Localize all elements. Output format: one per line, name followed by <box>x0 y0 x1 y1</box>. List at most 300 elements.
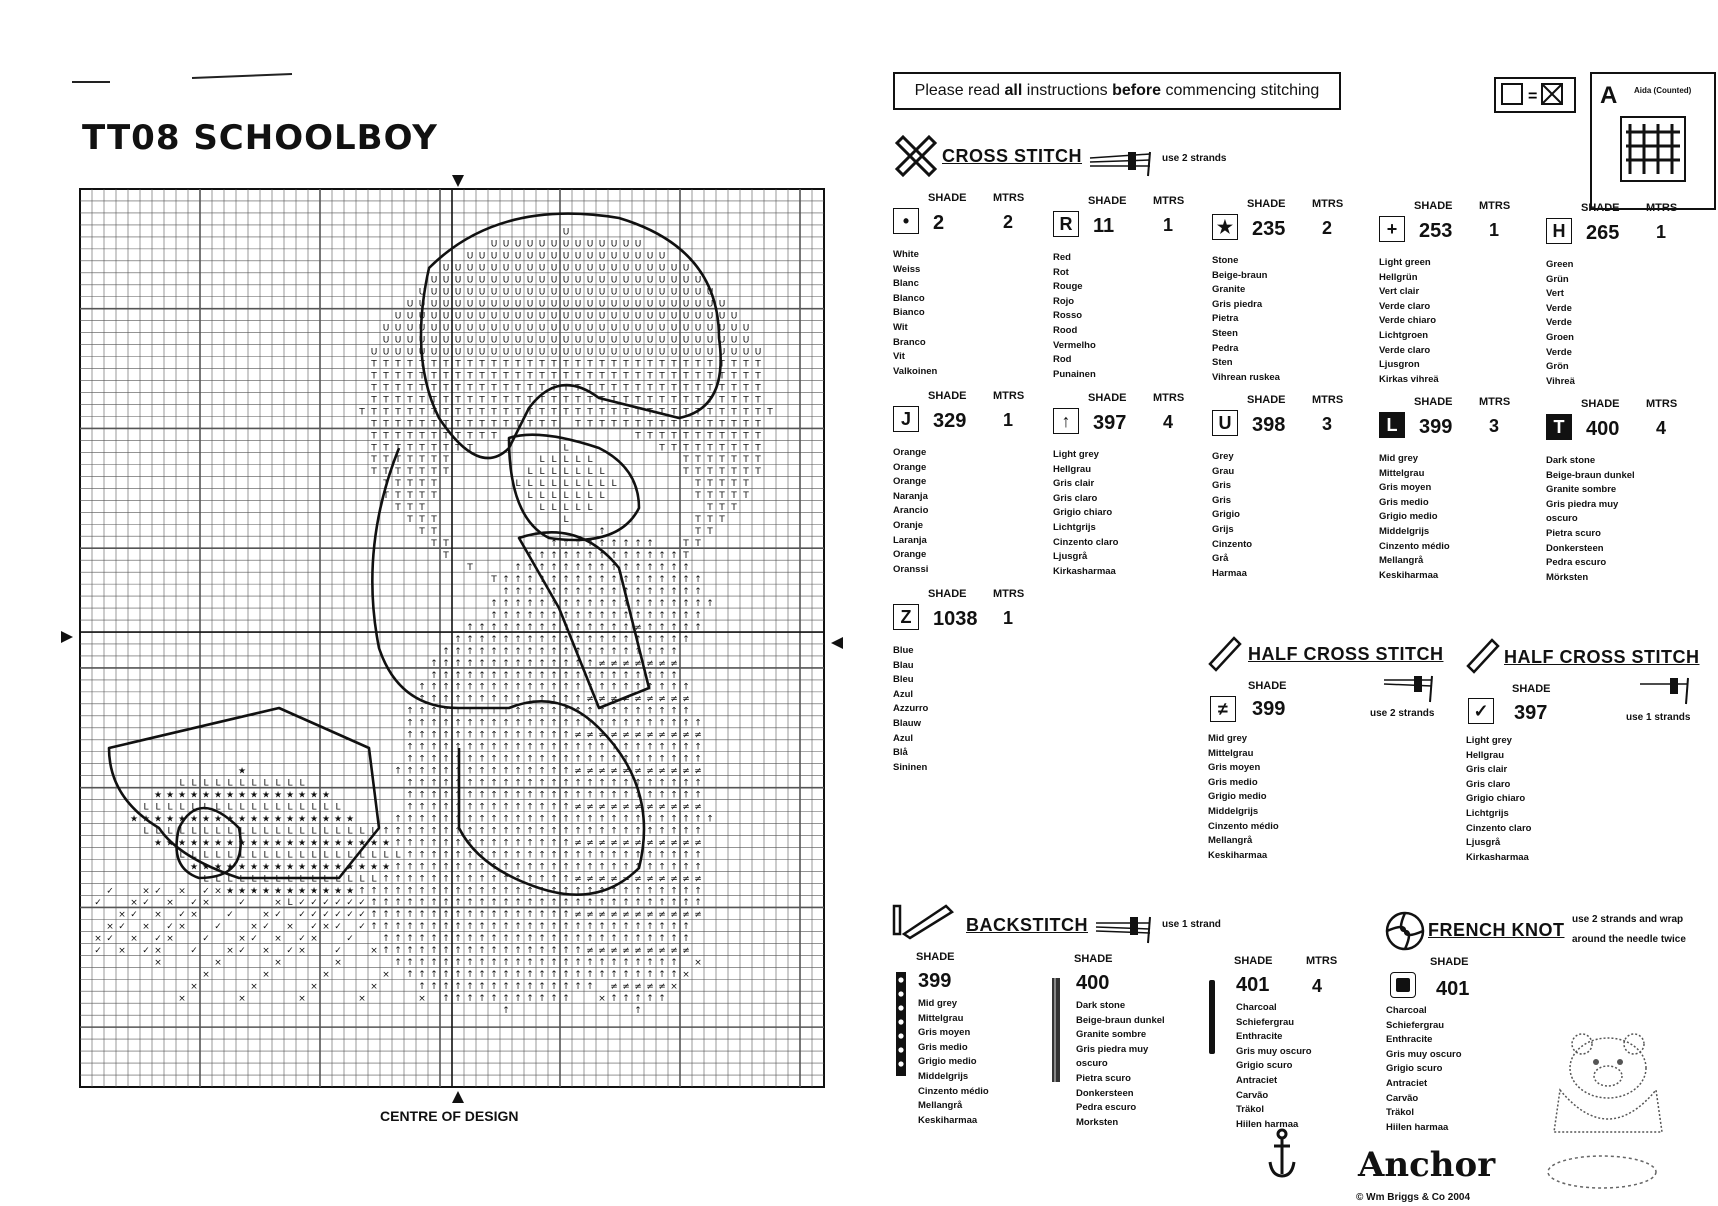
svg-text:L: L <box>371 850 377 861</box>
svg-text:↑: ↑ <box>550 826 558 837</box>
svg-text:L: L <box>203 874 209 885</box>
svg-text:↑: ↑ <box>538 970 546 981</box>
svg-text:↑: ↑ <box>550 886 558 897</box>
svg-text:↑: ↑ <box>478 778 486 789</box>
color-name: Blanco <box>893 292 925 304</box>
svg-text:↑: ↑ <box>562 802 570 813</box>
color-name: Grün <box>1546 273 1569 285</box>
svg-text:✓: ✓ <box>322 898 330 909</box>
svg-text:↑: ↑ <box>394 766 402 777</box>
svg-text:U: U <box>526 263 534 274</box>
svg-text:T: T <box>515 395 521 406</box>
svg-text:↑: ↑ <box>694 898 702 909</box>
svg-text:L: L <box>299 874 305 885</box>
svg-text:↑: ↑ <box>622 922 630 933</box>
svg-text:T: T <box>695 443 701 454</box>
color-name: Blauw <box>893 717 921 729</box>
svg-text:↑: ↑ <box>550 598 558 609</box>
svg-text:↑: ↑ <box>418 934 426 945</box>
svg-text:↑: ↑ <box>598 646 606 657</box>
svg-text:↑: ↑ <box>682 778 690 789</box>
svg-text:↑: ↑ <box>610 790 618 801</box>
svg-text:↑: ↑ <box>562 862 570 873</box>
svg-text:↑: ↑ <box>694 598 702 609</box>
svg-text:T: T <box>731 455 737 466</box>
svg-text:T: T <box>371 407 377 418</box>
svg-text:↑: ↑ <box>562 634 570 645</box>
svg-text:U: U <box>598 299 606 310</box>
svg-text:≠: ≠ <box>574 910 582 921</box>
svg-text:↑: ↑ <box>574 898 582 909</box>
svg-text:★: ★ <box>297 838 307 849</box>
svg-text:L: L <box>599 467 605 478</box>
svg-text:×: × <box>250 922 258 933</box>
half-cross-shade: 399 <box>1252 698 1286 720</box>
color-name: Steen <box>1212 327 1238 339</box>
svg-text:↑: ↑ <box>586 598 594 609</box>
svg-text:↑: ↑ <box>466 622 474 633</box>
svg-text:↑: ↑ <box>430 946 438 957</box>
svg-text:↑: ↑ <box>646 826 654 837</box>
svg-text:★: ★ <box>213 862 223 873</box>
svg-text:U: U <box>598 347 606 358</box>
svg-text:T: T <box>383 455 389 466</box>
color-name: Gris <box>1212 480 1232 492</box>
svg-text:↑: ↑ <box>502 634 510 645</box>
svg-text:U: U <box>550 299 558 310</box>
svg-text:↑: ↑ <box>526 730 534 741</box>
svg-text:✓: ✓ <box>346 898 354 909</box>
svg-text:U: U <box>454 347 462 358</box>
svg-text:U: U <box>526 299 534 310</box>
svg-text:↑: ↑ <box>634 898 642 909</box>
svg-text:↑: ↑ <box>634 742 642 753</box>
svg-text:↑: ↑ <box>646 706 654 717</box>
svg-text:↑: ↑ <box>562 886 570 897</box>
svg-text:U: U <box>538 347 546 358</box>
svg-text:T: T <box>491 383 497 394</box>
svg-text:★: ★ <box>381 862 391 873</box>
svg-text:T: T <box>695 383 701 394</box>
color-name: Sten <box>1212 357 1233 369</box>
svg-text:↑: ↑ <box>430 658 438 669</box>
svg-text:T: T <box>743 491 749 502</box>
svg-text:↑: ↑ <box>682 814 690 825</box>
thread-color-names <box>1546 454 1635 585</box>
svg-text:↑: ↑ <box>478 622 486 633</box>
svg-text:↑: ↑ <box>430 958 438 969</box>
svg-text:T: T <box>719 467 725 478</box>
svg-text:↑: ↑ <box>682 922 690 933</box>
svg-text:↑: ↑ <box>634 814 642 825</box>
svg-text:T: T <box>371 431 377 442</box>
svg-text:↑: ↑ <box>490 826 498 837</box>
svg-text:U: U <box>550 275 558 286</box>
svg-text:↑: ↑ <box>490 898 498 909</box>
svg-text:↑: ↑ <box>658 574 666 585</box>
color-name: Cinzento <box>1212 538 1253 550</box>
svg-text:T: T <box>407 431 413 442</box>
svg-text:T: T <box>671 431 677 442</box>
svg-text:×: × <box>670 982 678 993</box>
svg-text:T: T <box>407 359 413 370</box>
svg-text:U: U <box>502 251 510 262</box>
svg-text:T: T <box>527 419 533 430</box>
svg-text:T: T <box>383 395 389 406</box>
color-name: Träkol <box>1236 1104 1264 1116</box>
color-name: Harmaa <box>1212 567 1247 579</box>
svg-text:↑: ↑ <box>514 754 522 765</box>
svg-text:T: T <box>551 359 557 370</box>
svg-text:U: U <box>682 299 690 310</box>
svg-text:U: U <box>418 311 426 322</box>
svg-text:U: U <box>610 347 618 358</box>
svg-text:↑: ↑ <box>466 946 474 957</box>
svg-text:↑: ↑ <box>418 982 426 993</box>
svg-text:T: T <box>695 395 701 406</box>
svg-text:×: × <box>238 994 246 1005</box>
svg-text:L: L <box>311 826 317 837</box>
svg-text:≠: ≠ <box>670 658 678 669</box>
mtrs-header: MTRS <box>993 588 1025 600</box>
svg-text:≠: ≠ <box>634 658 642 669</box>
svg-text:T: T <box>587 407 593 418</box>
svg-text:T: T <box>659 395 665 406</box>
svg-text:U: U <box>490 299 498 310</box>
svg-text:↑: ↑ <box>442 994 450 1005</box>
color-name: Verde chiaro <box>1379 315 1437 327</box>
color-name: Mittelgrau <box>1208 747 1254 759</box>
svg-text:↑: ↑ <box>466 826 474 837</box>
svg-text:U: U <box>442 299 450 310</box>
svg-text:U: U <box>562 299 570 310</box>
svg-text:↑: ↑ <box>490 814 498 825</box>
svg-text:U: U <box>586 347 594 358</box>
half-cross-2-shade: 397 <box>1514 702 1548 724</box>
svg-text:↑: ↑ <box>442 754 450 765</box>
color-name: Orange <box>893 549 927 561</box>
svg-text:↑: ↑ <box>646 814 654 825</box>
svg-text:T: T <box>731 443 737 454</box>
svg-text:↑: ↑ <box>598 754 606 765</box>
svg-text:U: U <box>454 263 462 274</box>
svg-text:↑: ↑ <box>418 850 426 861</box>
svg-text:L: L <box>335 802 341 813</box>
svg-text:×: × <box>310 934 318 945</box>
copyright: © Wm Briggs & Co 2004 <box>1356 1192 1471 1203</box>
svg-text:↑: ↑ <box>502 958 510 969</box>
svg-text:↑: ↑ <box>502 874 510 885</box>
svg-text:✓: ✓ <box>334 910 342 921</box>
svg-text:U: U <box>502 239 510 250</box>
svg-text:T: T <box>539 419 545 430</box>
svg-text:↑: ↑ <box>454 982 462 993</box>
svg-text:T: T <box>395 371 401 382</box>
color-name: Bianco <box>893 307 925 319</box>
svg-text:↑: ↑ <box>670 682 678 693</box>
svg-text:T: T <box>611 371 617 382</box>
svg-text:U: U <box>490 275 498 286</box>
svg-text:L: L <box>143 826 149 837</box>
svg-text:↑: ↑ <box>538 850 546 861</box>
thread-shade: 253 <box>1419 220 1453 242</box>
svg-text:★: ★ <box>165 838 175 849</box>
svg-text:U: U <box>478 335 486 346</box>
color-name: oscuro <box>1076 1058 1108 1070</box>
svg-text:↑: ↑ <box>682 742 690 753</box>
svg-text:U: U <box>550 323 558 334</box>
svg-text:T: T <box>491 574 497 585</box>
svg-text:↑: ↑ <box>586 562 594 573</box>
svg-text:↑: ↑ <box>442 646 450 657</box>
svg-text:≠: ≠ <box>658 874 666 885</box>
svg-text:U: U <box>646 263 654 274</box>
svg-text:T: T <box>431 431 437 442</box>
svg-text:↑: ↑ <box>466 790 474 801</box>
svg-text:×: × <box>154 958 162 969</box>
svg-text:↑: ↑ <box>670 826 678 837</box>
svg-text:L: L <box>239 850 245 861</box>
svg-text:U: U <box>682 311 690 322</box>
svg-text:↑: ↑ <box>658 670 666 681</box>
svg-text:L: L <box>335 850 341 861</box>
svg-text:U: U <box>382 347 390 358</box>
svg-text:T: T <box>743 383 749 394</box>
french-knot-symbol <box>1390 972 1416 998</box>
svg-text:↑: ↑ <box>658 742 666 753</box>
svg-text:↑: ↑ <box>490 838 498 849</box>
svg-text:↑: ↑ <box>634 610 642 621</box>
thread-symbol: ↑ <box>1053 408 1079 434</box>
svg-text:↑: ↑ <box>430 910 438 921</box>
svg-text:★: ★ <box>249 838 259 849</box>
svg-text:×: × <box>298 994 306 1005</box>
svg-text:≠: ≠ <box>610 838 618 849</box>
svg-text:↑: ↑ <box>430 970 438 981</box>
svg-text:U: U <box>622 335 630 346</box>
svg-text:↑: ↑ <box>658 970 666 981</box>
svg-text:↑: ↑ <box>610 814 618 825</box>
thread-symbol: Z <box>893 604 919 630</box>
svg-text:↑: ↑ <box>514 646 522 657</box>
svg-text:↑: ↑ <box>418 826 426 837</box>
svg-text:↑: ↑ <box>394 886 402 897</box>
svg-text:↑: ↑ <box>538 922 546 933</box>
svg-text:T: T <box>767 407 773 418</box>
shade-header: SHADE <box>1414 396 1453 408</box>
svg-text:U: U <box>490 251 498 262</box>
svg-text:U: U <box>394 347 402 358</box>
svg-text:T: T <box>491 359 497 370</box>
svg-text:L: L <box>563 467 569 478</box>
svg-text:↑: ↑ <box>598 826 606 837</box>
color-name: Dark stone <box>1546 455 1596 466</box>
svg-text:T: T <box>527 407 533 418</box>
svg-text:T: T <box>671 395 677 406</box>
svg-text:↑: ↑ <box>502 646 510 657</box>
svg-text:U: U <box>442 311 450 322</box>
svg-text:≠: ≠ <box>646 694 654 705</box>
svg-text:↑: ↑ <box>454 898 462 909</box>
svg-text:U: U <box>418 347 426 358</box>
svg-text:↑: ↑ <box>466 850 474 861</box>
svg-text:↑: ↑ <box>562 946 570 957</box>
svg-text:↑: ↑ <box>562 670 570 681</box>
svg-text:★: ★ <box>237 886 247 897</box>
svg-text:≠: ≠ <box>610 982 618 993</box>
svg-text:≠: ≠ <box>610 874 618 885</box>
svg-text:✓: ✓ <box>190 946 198 957</box>
svg-text:T: T <box>755 383 761 394</box>
svg-text:↑: ↑ <box>574 850 582 861</box>
color-name: Pedra escuro <box>1546 557 1607 569</box>
shade-header: SHADE <box>1088 392 1127 404</box>
svg-text:↑: ↑ <box>682 718 690 729</box>
svg-text:↑: ↑ <box>466 934 474 945</box>
svg-text:×: × <box>262 910 270 921</box>
mtrs-header: MTRS <box>1312 198 1344 210</box>
svg-text:T: T <box>743 359 749 370</box>
svg-text:U: U <box>550 335 558 346</box>
svg-text:★: ★ <box>309 886 319 897</box>
svg-text:U: U <box>610 263 618 274</box>
svg-text:T: T <box>419 371 425 382</box>
svg-text:U: U <box>622 323 630 334</box>
svg-text:↑: ↑ <box>706 814 714 825</box>
svg-text:↑: ↑ <box>562 934 570 945</box>
svg-text:↑: ↑ <box>466 646 474 657</box>
color-name: Blå <box>893 747 908 759</box>
color-name: Verde claro <box>1379 344 1431 356</box>
svg-text:×: × <box>190 982 198 993</box>
color-name: Gris <box>1212 494 1232 506</box>
svg-text:↑: ↑ <box>550 910 558 921</box>
svg-text:T: T <box>623 359 629 370</box>
svg-text:L: L <box>311 850 317 861</box>
svg-text:★: ★ <box>237 790 247 801</box>
svg-text:↑: ↑ <box>538 826 546 837</box>
svg-text:U: U <box>502 275 510 286</box>
svg-text:U: U <box>466 347 474 358</box>
svg-text:↑: ↑ <box>466 862 474 873</box>
svg-text:★: ★ <box>297 862 307 873</box>
svg-text:T: T <box>659 359 665 370</box>
svg-text:L: L <box>263 874 269 885</box>
svg-text:↑: ↑ <box>466 982 474 993</box>
svg-text:✓: ✓ <box>346 910 354 921</box>
svg-text:↑: ↑ <box>478 706 486 717</box>
svg-text:U: U <box>574 335 582 346</box>
svg-text:≠: ≠ <box>646 946 654 957</box>
svg-text:★: ★ <box>141 814 151 825</box>
svg-text:↑: ↑ <box>574 718 582 729</box>
svg-text:↑: ↑ <box>490 850 498 861</box>
svg-text:↑: ↑ <box>478 862 486 873</box>
svg-text:T: T <box>683 455 689 466</box>
svg-text:↑: ↑ <box>538 598 546 609</box>
color-name: Oranje <box>893 519 924 531</box>
color-name: Lichtgrijs <box>1053 521 1096 533</box>
svg-text:T: T <box>587 419 593 430</box>
svg-text:T: T <box>443 431 449 442</box>
svg-text:U: U <box>502 335 510 346</box>
svg-text:≠: ≠ <box>682 802 690 813</box>
svg-text:L: L <box>239 802 245 813</box>
svg-text:↑: ↑ <box>538 814 546 825</box>
thread-shade: 11 <box>1093 215 1115 237</box>
svg-text:↑: ↑ <box>694 610 702 621</box>
svg-text:↑: ↑ <box>694 574 702 585</box>
svg-text:U: U <box>478 263 486 274</box>
svg-text:↑: ↑ <box>538 682 546 693</box>
svg-text:U: U <box>670 299 678 310</box>
svg-text:↑: ↑ <box>406 970 414 981</box>
color-name: Middelgrijs <box>918 1070 969 1082</box>
svg-text:↑: ↑ <box>370 922 378 933</box>
svg-text:↑: ↑ <box>646 898 654 909</box>
svg-text:U: U <box>550 239 558 250</box>
svg-text:↑: ↑ <box>550 778 558 789</box>
svg-text:↑: ↑ <box>646 574 654 585</box>
backstitch-icon <box>890 902 962 940</box>
svg-text:U: U <box>670 335 678 346</box>
svg-text:↑: ↑ <box>370 886 378 897</box>
svg-text:↑: ↑ <box>490 646 498 657</box>
svg-text:✓: ✓ <box>358 898 366 909</box>
svg-text:↑: ↑ <box>586 706 594 717</box>
svg-text:U: U <box>478 347 486 358</box>
svg-text:↑: ↑ <box>634 778 642 789</box>
svg-text:T: T <box>407 395 413 406</box>
svg-text:T: T <box>455 395 461 406</box>
svg-text:↑: ↑ <box>526 778 534 789</box>
svg-text:★: ★ <box>333 838 343 849</box>
svg-text:↑: ↑ <box>442 682 450 693</box>
svg-text:≠: ≠ <box>610 694 618 705</box>
svg-text:↑: ↑ <box>550 539 558 550</box>
svg-text:≠: ≠ <box>634 838 642 849</box>
color-name: Pietra scuro <box>1546 527 1601 539</box>
svg-text:↑: ↑ <box>466 778 474 789</box>
svg-text:L: L <box>275 778 281 789</box>
svg-text:T: T <box>407 467 413 478</box>
svg-text:↑: ↑ <box>442 838 450 849</box>
svg-text:T: T <box>419 443 425 454</box>
color-name: Hellgrün <box>1379 271 1418 283</box>
svg-text:U: U <box>646 275 654 286</box>
svg-text:U: U <box>610 323 618 334</box>
color-name: Rosso <box>1053 310 1083 322</box>
svg-text:★: ★ <box>297 814 307 825</box>
svg-text:↑: ↑ <box>502 706 510 717</box>
svg-text:✓: ✓ <box>154 934 162 945</box>
svg-text:↑: ↑ <box>670 898 678 909</box>
svg-text:✓: ✓ <box>358 922 366 933</box>
svg-text:≠: ≠ <box>598 694 606 705</box>
svg-text:★: ★ <box>297 886 307 897</box>
svg-text:U: U <box>502 263 510 274</box>
svg-text:T: T <box>407 491 413 502</box>
svg-text:T: T <box>623 383 629 394</box>
svg-text:↑: ↑ <box>490 934 498 945</box>
svg-text:↑: ↑ <box>478 718 486 729</box>
svg-text:↑: ↑ <box>514 778 522 789</box>
svg-text:↑: ↑ <box>658 850 666 861</box>
svg-text:↑: ↑ <box>502 946 510 957</box>
svg-text:L: L <box>275 874 281 885</box>
svg-text:↑: ↑ <box>406 886 414 897</box>
svg-text:T: T <box>731 419 737 430</box>
